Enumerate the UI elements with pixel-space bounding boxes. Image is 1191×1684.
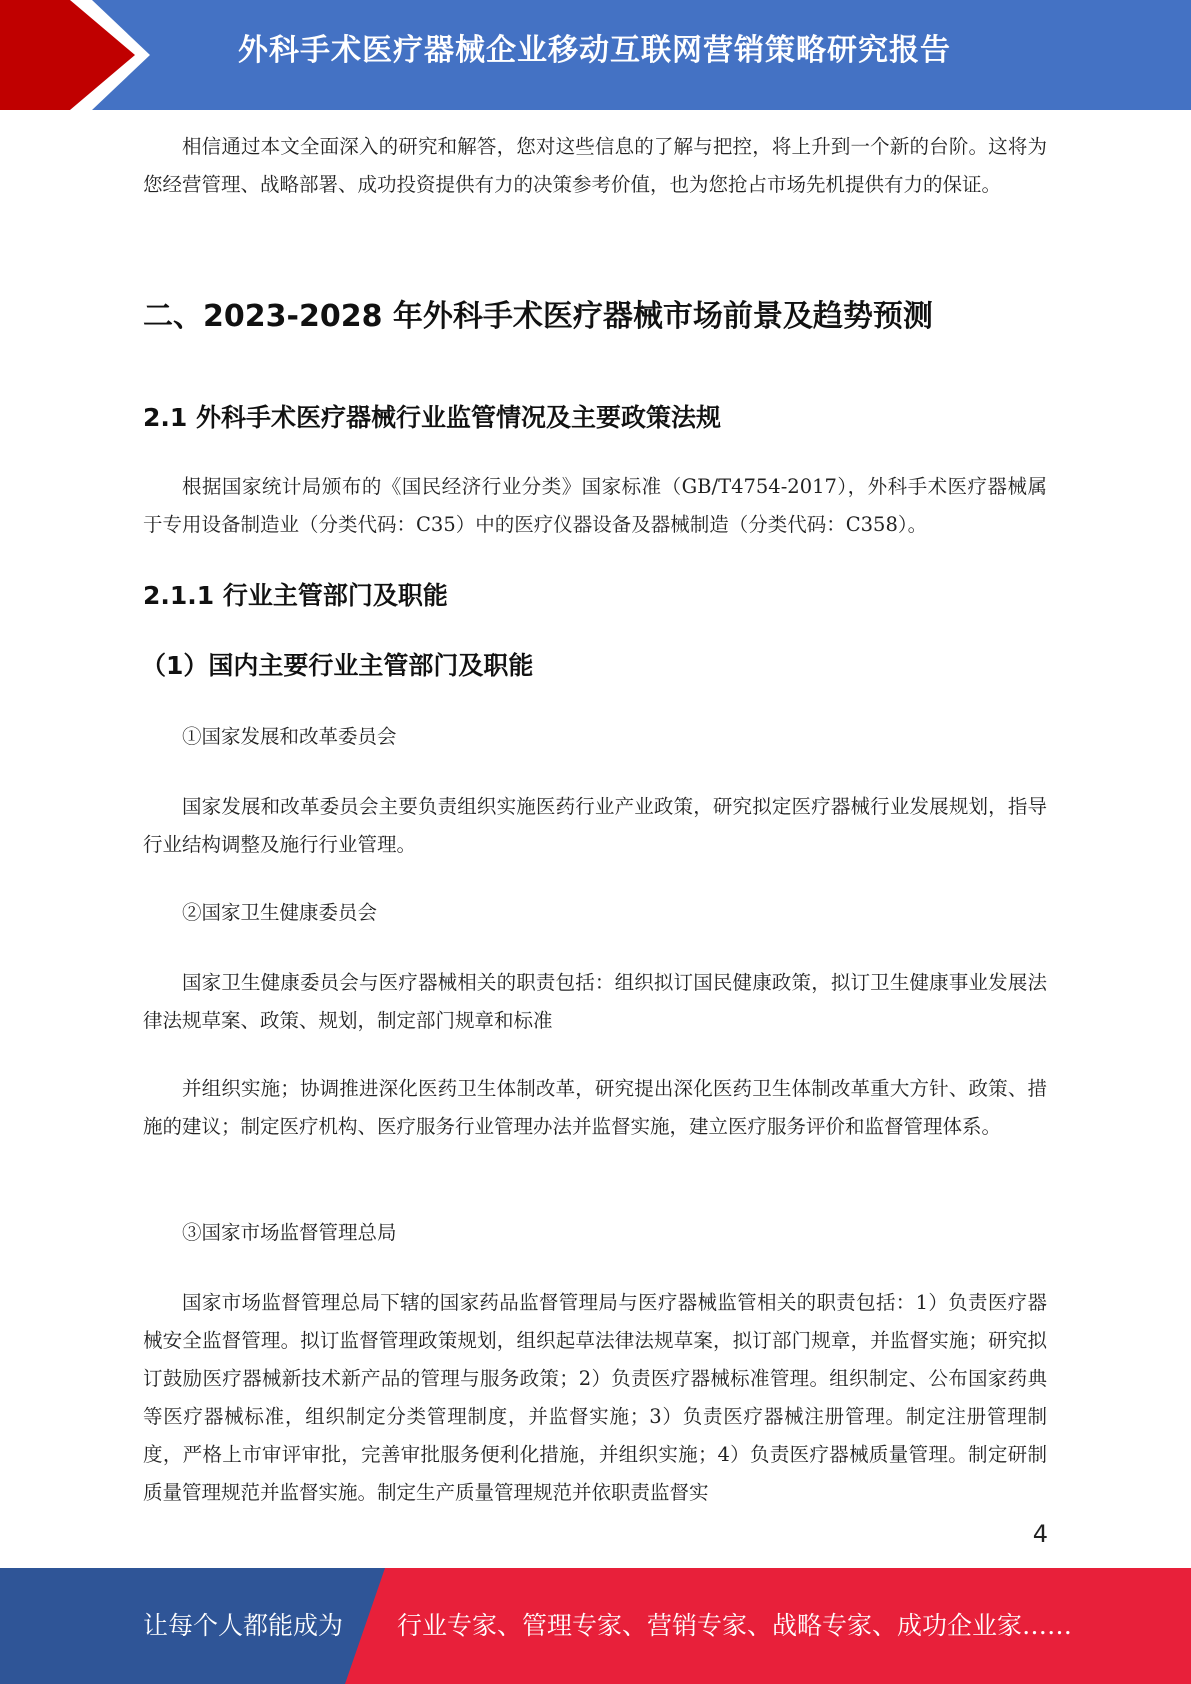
item3-paragraph: 国家市场监督管理总局下辖的国家药品监督管理局与医疗器械监管相关的职责包括：1）负责医疗器械安全监督管理。拟订监督管理政策规划，组织起草法律法规草案，拟订部门规章，并监督实施；研究拟订鼓励医疗器械新技术新产品的管理与服务政策；2）负责医疗器械标准管理。组织制定、公布国家药典等医疗器械标准，组织制定分类管理制度，并监督实施；3）负责医疗器械注册管理。制定注册管理制度，严格上市审评审批，完善审批服务便利化措施，并组织实施；4）负责医疗器械质量管理。制定研制质量管理规范并监督实施。制定生产质量管理规范并依职责监督实 bbox=[143, 1291, 1047, 1504]
page-number: 4 bbox=[1032, 1520, 1048, 1548]
item1-label: ①国家发展和改革委员会 bbox=[182, 725, 397, 748]
footer-slogan-right: 行业专家、管理专家、营销专家、战略专家、成功企业家…… bbox=[397, 1611, 1073, 1640]
classification-paragraph: 根据国家统计局颁布的《国民经济行业分类》国家标准（GB/T4754-2017），外科手术医疗器械属于专用设备制造业（分类代码：C35）中的医疗仪器设备及器械制造（分类代码：C358）。 bbox=[143, 475, 1047, 536]
section-heading: 二、2023-2028 年外科手术医疗器械市场前景及趋势预测 bbox=[143, 299, 933, 334]
subsection-heading: 2.1 外科手术医疗器械行业监管情况及主要政策法规 bbox=[143, 403, 721, 432]
item2-paragraph-b: 并组织实施；协调推进深化医药卫生体制改革，研究提出深化医药卫生体制改革重大方针、政策、措施的建议；制定医疗机构、医疗服务行业管理办法并监督实施，建立医疗服务评价和监督管理体系。 bbox=[143, 1077, 1047, 1138]
footer-slogan-left: 让每个人都能成为 bbox=[143, 1611, 344, 1640]
page-header bbox=[0, 0, 1191, 110]
item-heading: （1）国内主要行业主管部门及职能 bbox=[141, 651, 534, 680]
page-footer bbox=[0, 1568, 1191, 1684]
subsubsection-heading: 2.1.1 行业主管部门及职能 bbox=[143, 581, 448, 610]
item1-paragraph: 国家发展和改革委员会主要负责组织实施医药行业产业政策，研究拟定医疗器械行业发展规划，指导行业结构调整及施行行业管理。 bbox=[143, 795, 1047, 856]
header-title: 外科手术医疗器械企业移动互联网营销策略研究报告 bbox=[238, 33, 951, 68]
item2-label: ②国家卫生健康委员会 bbox=[182, 901, 378, 924]
item2-paragraph-a: 国家卫生健康委员会与医疗器械相关的职责包括：组织拟订国民健康政策，拟订卫生健康事业发展法律法规草案、政策、规划，制定部门规章和标准 bbox=[143, 971, 1047, 1032]
intro-paragraph: 相信通过本文全面深入的研究和解答，您对这些信息的了解与把控，将上升到一个新的台阶。这将为您经营管理、战略部署、成功投资提供有力的决策参考价值，也为您抢占市场先机提供有力的保证。 bbox=[143, 135, 1047, 196]
item3-label: ③国家市场监督管理总局 bbox=[182, 1221, 397, 1244]
